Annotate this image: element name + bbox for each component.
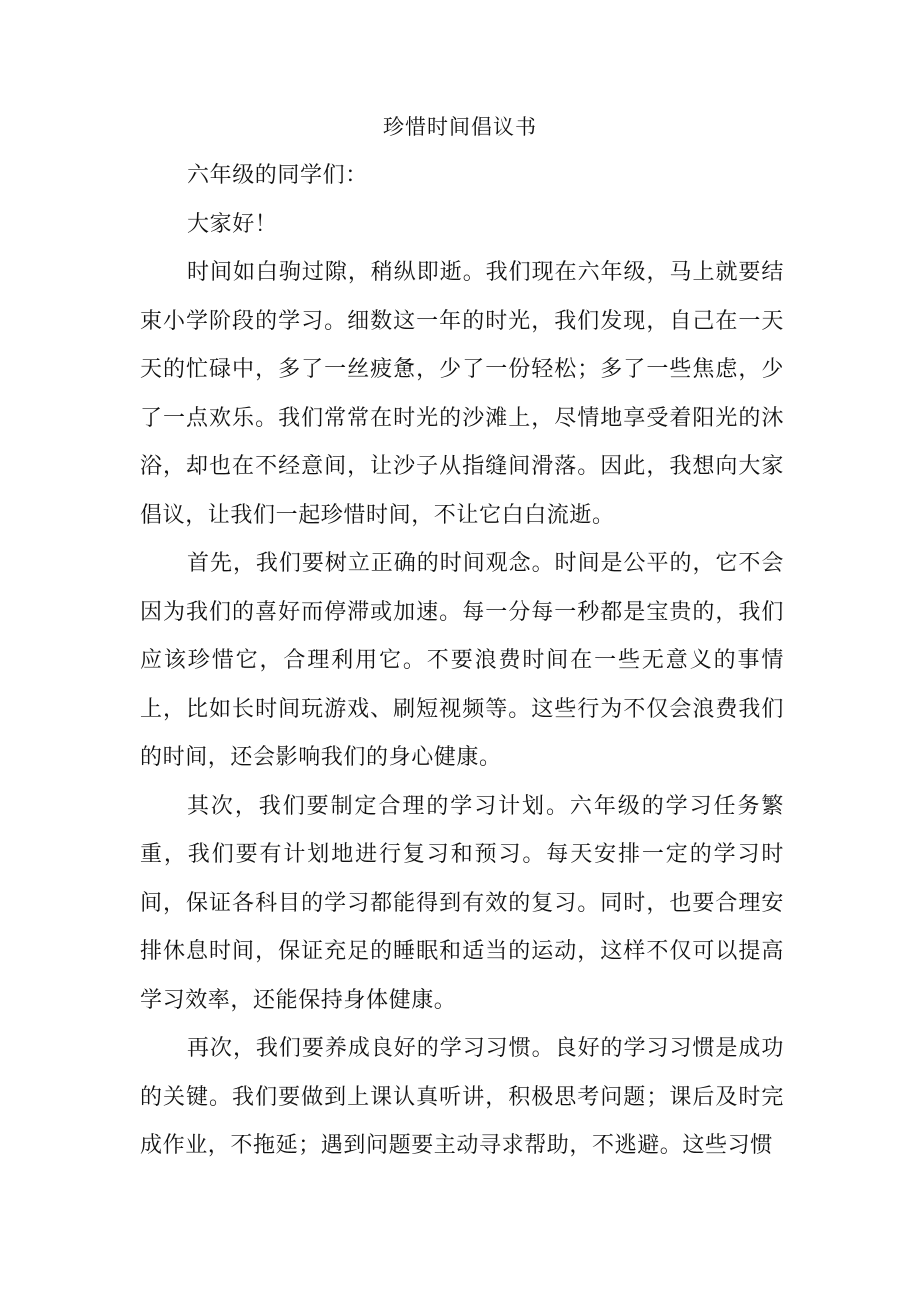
paragraph-2: 首先，我们要树立正确的时间观念。时间是公平的，它不会因为我们的喜好而停滞或加速。每一分每一秒都是宝贵的，我们应该珍惜它，合理利用它。不要浪费时间在一些无意义的事情上，比如长时间玩游戏、刷短视频等。这些行为不仅会浪费我们的时间，还会影响我们的身心健康。 xyxy=(140,551,784,770)
salutation: 六年级的同学们： xyxy=(187,163,368,188)
greeting: 大家好！ xyxy=(187,211,278,237)
document-title: 珍惜时间倡议书 xyxy=(383,115,537,139)
paragraph-1: 时间如白驹过隙，稍纵即逝。我们现在六年级，马上就要结束小学阶段的学习。细数这一年的时光，我们发现，自己在一天天的忙碌中，多了一丝疲惫，少了一份轻松；多了一些焦虑，少了一点欢乐。我们常常在时光的沙滩上，尽情地享受着阳光的沐浴，却也在不经意间，让沙子从指缝间滑落。因此，我想向大家倡议，让我们一起珍惜时间，不让它白白流逝。 xyxy=(140,260,784,528)
paragraph-4: 再次，我们要养成良好的学习习惯。良好的学习习惯是成功的关键。我们要做到上课认真听讲，积极思考问题；课后及时完成作业，不拖延；遇到问题要主动寻求帮助，不逃避。这些习惯 xyxy=(140,1036,784,1158)
document-body xyxy=(140,152,784,1171)
paragraph-3: 其次，我们要制定合理的学习计划。六年级的学习任务繁重，我们要有计划地进行复习和预习。每天安排一定的学习时间，保证各科目的学习都能得到有效的复习。同时，也要合理安排休息时间，保证充足的睡眠和适当的运动，这样不仅可以提高学习效率，还能保持身体健康。 xyxy=(140,793,784,1013)
